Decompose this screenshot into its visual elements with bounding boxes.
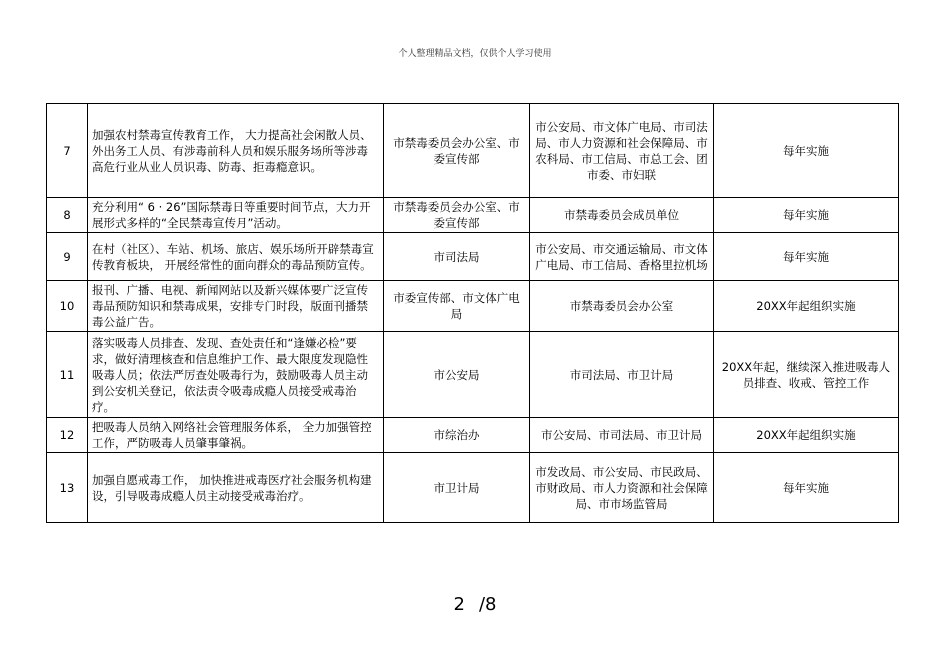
page-current: 2 — [453, 594, 465, 615]
row-schedule: 每年实施 — [714, 104, 899, 198]
table-row — [47, 104, 899, 198]
row-number: 13 — [47, 453, 88, 523]
row-content: 加强自愿戒毒工作， 加快推进戒毒医疗社会服务机构建设，引导吸毒成瘾人员主动接受戒毒治疗。 — [88, 453, 384, 523]
page-header-note: 个人整理精品文档，仅供个人学习使用 — [398, 49, 552, 59]
row-partner-units: 市公安局、市司法局、市卫计局 — [530, 418, 714, 453]
table-row — [47, 233, 899, 281]
row-lead-unit: 市卫计局 — [384, 453, 530, 523]
table-row — [47, 198, 899, 233]
page-separator: / — [478, 594, 486, 615]
row-number: 9 — [47, 233, 88, 281]
row-schedule: 每年实施 — [714, 233, 899, 281]
measures-table — [46, 103, 899, 523]
row-lead-unit: 市禁毒委员会办公室、市委宣传部 — [384, 198, 530, 233]
row-schedule: 每年实施 — [714, 453, 899, 523]
page-number — [0, 594, 950, 615]
row-lead-unit: 市司法局 — [384, 233, 530, 281]
row-content: 把吸毒人员纳入网络社会管理服务体系， 全力加强管控工作，严防吸毒人员肇事肇祸。 — [88, 418, 384, 453]
row-number: 11 — [47, 332, 88, 418]
row-lead-unit: 市公安局 — [384, 332, 530, 418]
page-total: 8 — [485, 594, 497, 615]
row-partner-units: 市公安局、市文体广电局、市司法局、市人力资源和社会保障局、市农科局、市工信局、市总工会、团市委、市妇联 — [530, 104, 714, 198]
row-schedule: 20XX年起组织实施 — [714, 418, 899, 453]
row-schedule: 每年实施 — [714, 198, 899, 233]
row-partner-units: 市发改局、市公安局、市民政局、市财政局、市人力资源和社会保障局、市市场监管局 — [530, 453, 714, 523]
table-row — [47, 418, 899, 453]
row-content: 充分利用“ 6 · 26”国际禁毒日等重要时间节点，大力开展形式多样的“全民禁毒宣传月”活动。 — [88, 198, 384, 233]
row-number: 12 — [47, 418, 88, 453]
row-partner-units: 市禁毒委员会办公室 — [530, 281, 714, 332]
row-number: 10 — [47, 281, 88, 332]
table-row — [47, 453, 899, 523]
row-schedule: 20XX年起组织实施 — [714, 281, 899, 332]
table-row — [47, 332, 899, 418]
row-schedule: 20XX年起，继续深入推进吸毒人员排查、收戒、管控工作 — [714, 332, 899, 418]
row-partner-units: 市司法局、市卫计局 — [530, 332, 714, 418]
row-number: 8 — [47, 198, 88, 233]
row-lead-unit: 市禁毒委员会办公室、市委宣传部 — [384, 104, 530, 198]
row-content: 落实吸毒人员排查、发现、查处责任和“逢嫌必检”要求，做好清理核查和信息维护工作、最大限度发现隐性吸毒人员；依法严厉查处吸毒行为，鼓励吸毒人员主动到公安机关登记，依法责令吸毒成瘾人员接受戒毒治疗。 — [88, 332, 384, 418]
table-row — [47, 281, 899, 332]
row-content: 在村（社区）、车站、机场、旅店、娱乐场所开辟禁毒宣传教育板块， 开展经常性的面向群众的毒品预防宣传。 — [88, 233, 384, 281]
row-number: 7 — [47, 104, 88, 198]
row-lead-unit: 市委宣传部、市文体广电局 — [384, 281, 530, 332]
row-partner-units: 市公安局、市交通运输局、市文体广电局、市工信局、香格里拉机场 — [530, 233, 714, 281]
row-content: 报刊、广播、电视、新闻网站以及新兴媒体要广泛宣传毒品预防知识和禁毒成果，安排专门时段，版面刊播禁毒公益广告。 — [88, 281, 384, 332]
row-partner-units: 市禁毒委员会成员单位 — [530, 198, 714, 233]
row-content: 加强农村禁毒宣传教育工作， 大力提高社会闲散人员、外出务工人员、有涉毒前科人员和娱乐服务场所等涉毒高危行业从业人员识毒、防毒、拒毒瘾意识。 — [88, 104, 384, 198]
row-lead-unit: 市综治办 — [384, 418, 530, 453]
